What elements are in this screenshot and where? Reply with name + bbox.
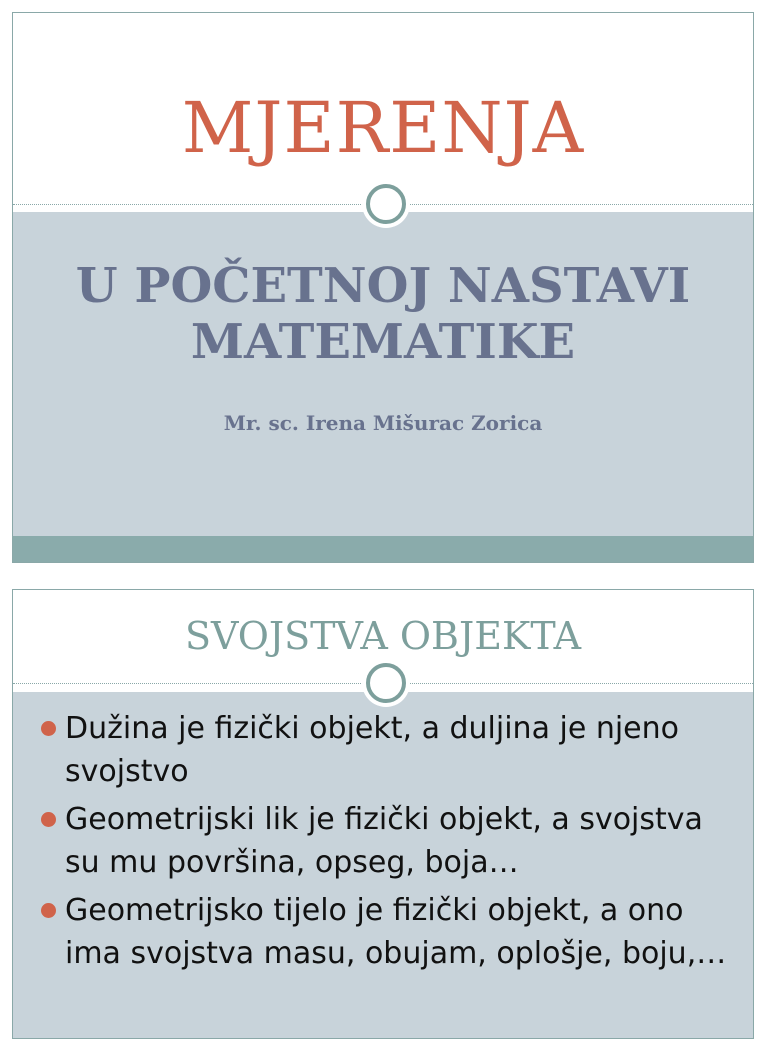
bullet-dot-icon (41, 721, 56, 736)
slide-title: MJERENJA (181, 87, 585, 169)
circle-ornament-icon (366, 184, 406, 224)
footer-bar (13, 536, 753, 562)
bullet-dot-icon (41, 812, 56, 827)
list-item (37, 889, 733, 975)
author-name: Mr. sc. Irena Mišurac Zorica (223, 411, 543, 435)
subtitle-line-2: MATEMATIKE (190, 314, 576, 370)
slide-heading: SVOJSTVA OBJEKTA (184, 614, 582, 658)
list-item-text: Geometrijsko tijelo je fizički objekt, a ono ima svojstva masu, obujam, oplošje, boju,… (65, 893, 727, 971)
title-slide (12, 12, 754, 563)
list-item (37, 707, 733, 793)
content-slide (12, 589, 754, 1039)
bullet-dot-icon (41, 903, 56, 918)
slide-subtitle (13, 258, 753, 370)
subtitle-line-1: U POČETNOJ NASTAVI (75, 258, 691, 314)
bullet-list (13, 707, 753, 980)
list-item-text: Geometrijski lik je fizički objekt, a svojstva su mu površina, opseg, boja… (65, 802, 703, 880)
circle-ornament-icon (366, 663, 406, 703)
list-item (37, 798, 733, 884)
list-item-text: Dužina je fizički objekt, a duljina je njeno svojstvo (65, 711, 679, 789)
